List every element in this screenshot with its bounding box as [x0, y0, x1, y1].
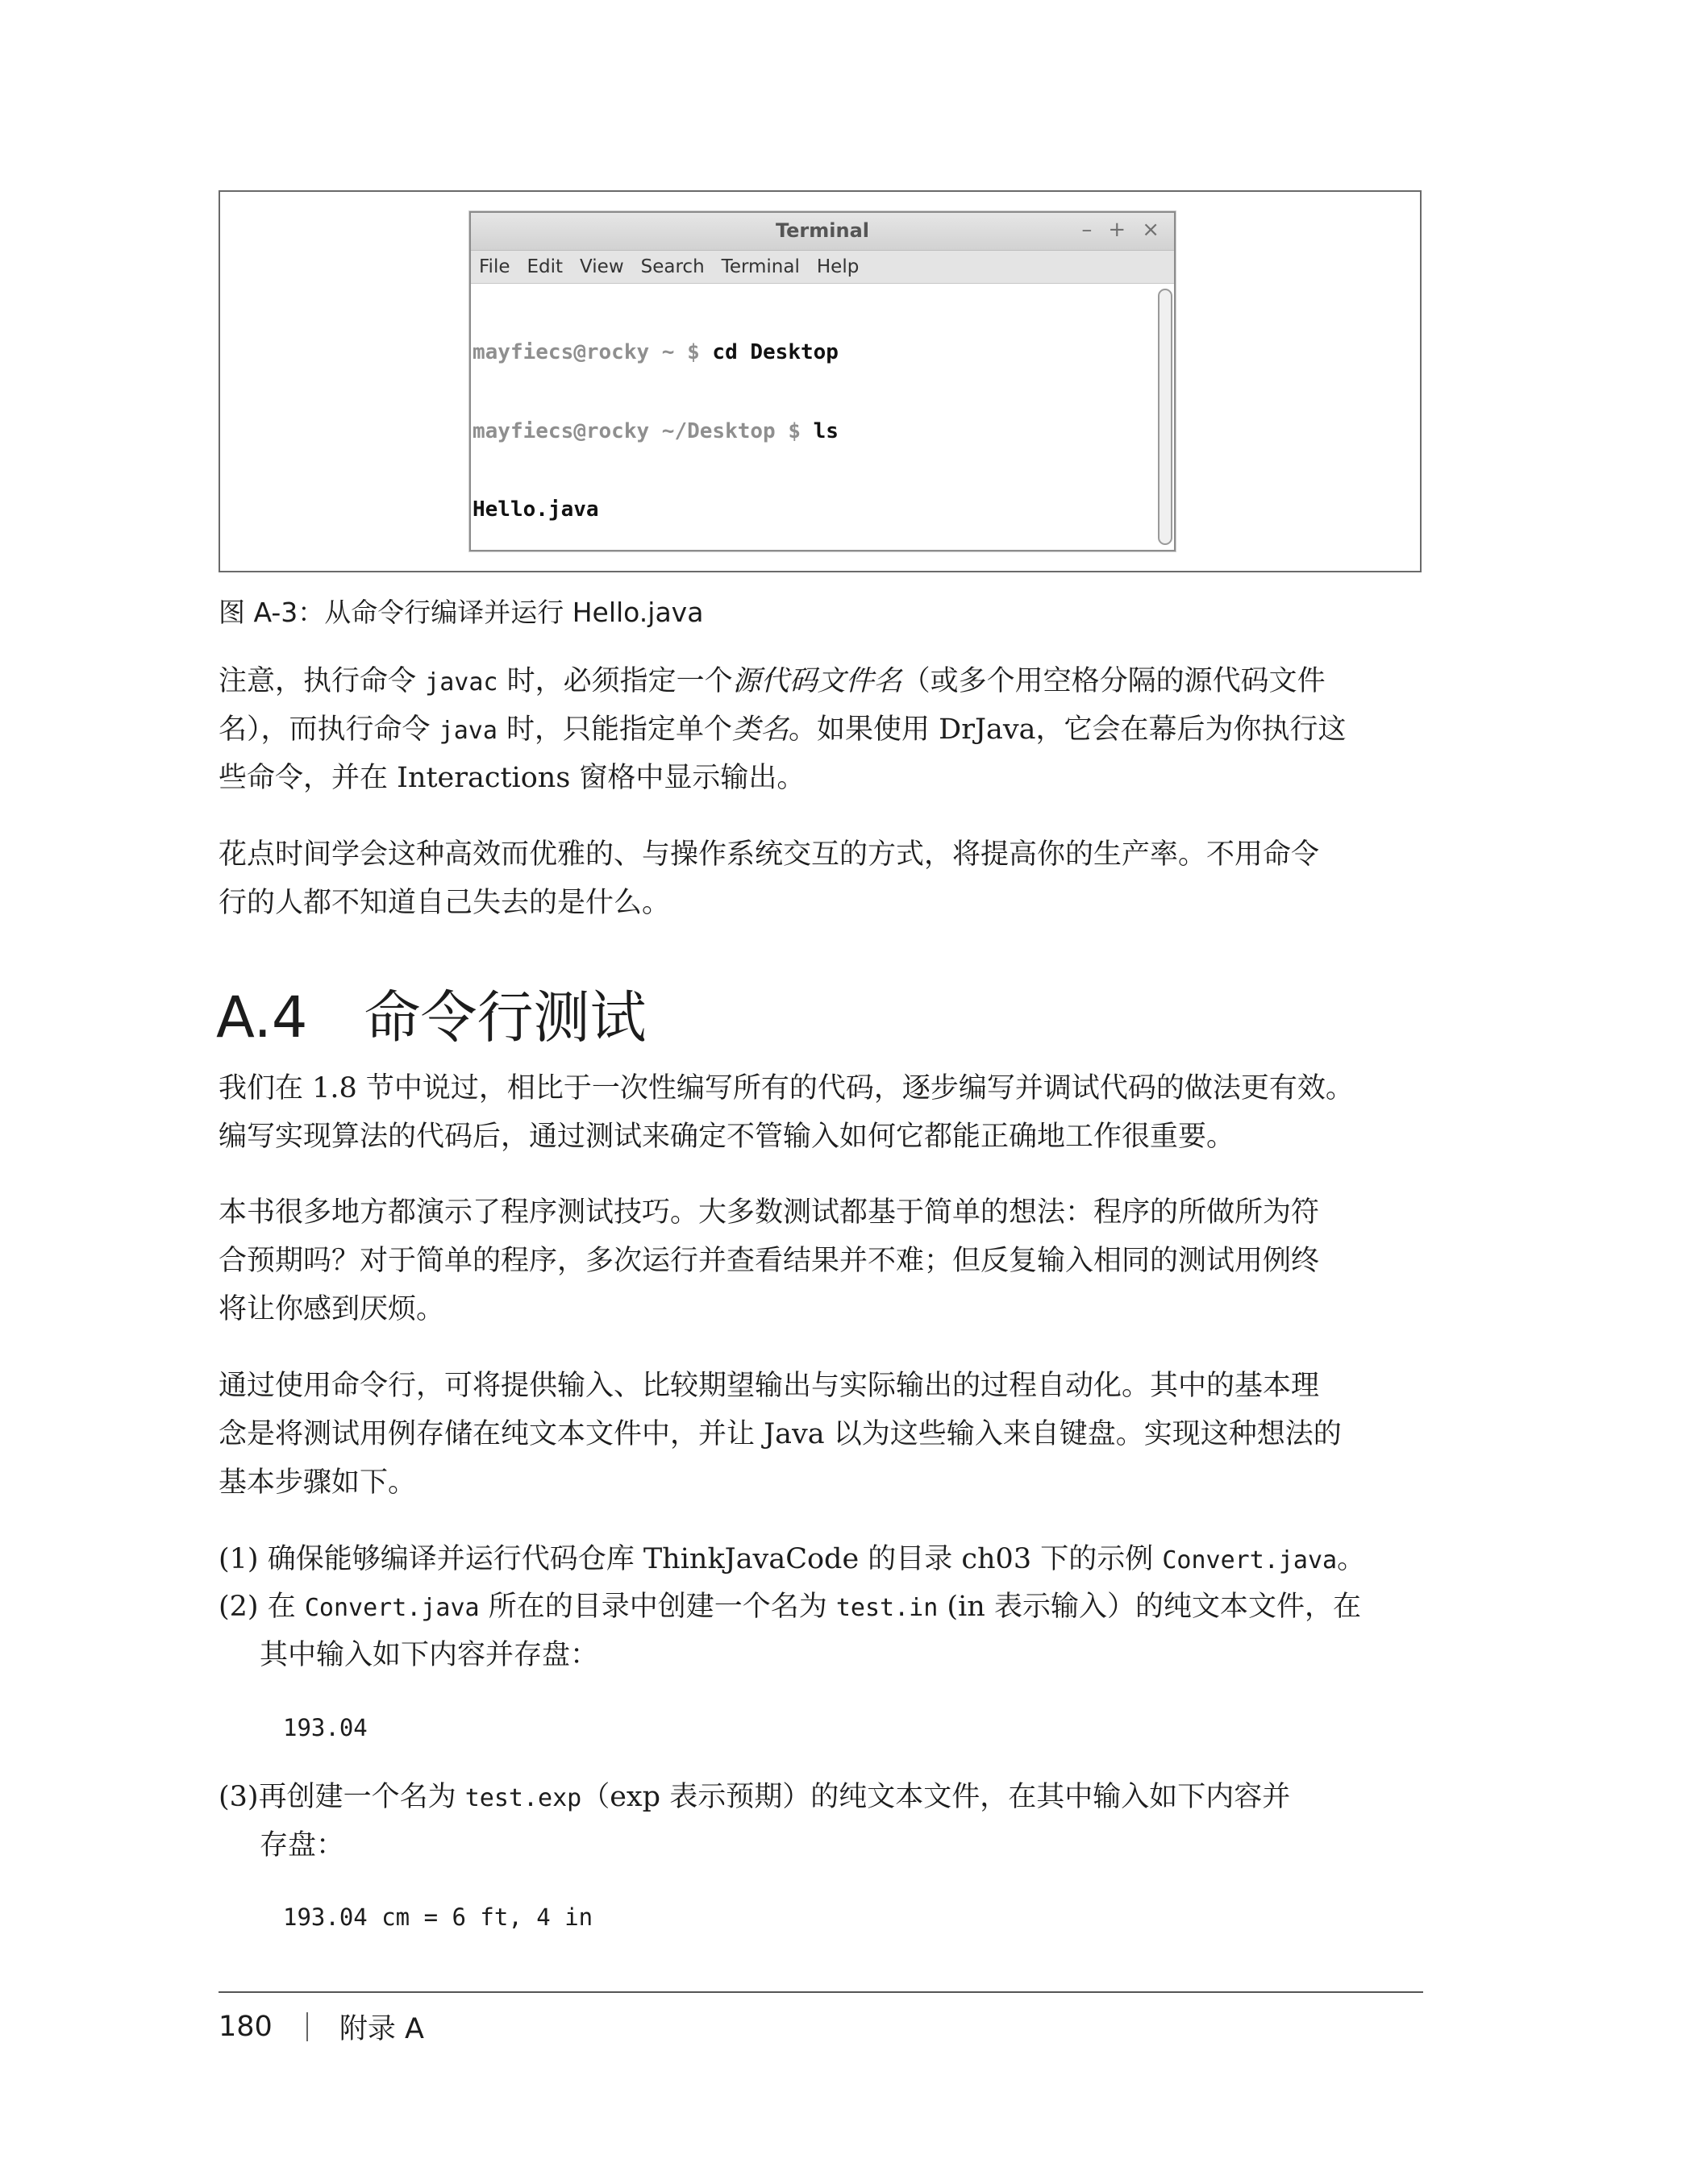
page-footer	[219, 2007, 424, 2047]
text-line: 念是将测试用例存储在纯文本文件中，并让 Java 以为这些输入来自键盘。实现这种想法的	[219, 1418, 1342, 1450]
section-title: 命令行测试	[364, 984, 647, 1050]
figure-caption: 图 A-3：从命令行编译并运行 Hello.java	[219, 597, 704, 628]
code-snippet: 193.04	[283, 1714, 368, 1741]
list-item	[219, 1773, 1423, 1870]
text-line: 注意，执行命令 javac 时，必须指定一个源代码文件名（或多个用空格分隔的源代码文件	[219, 665, 1326, 697]
terminal-window	[469, 211, 1176, 551]
text-line: 些命令，并在 Interactions 窗格中显示输出。	[219, 762, 806, 794]
paragraph-note	[219, 657, 1423, 802]
text-line: 合预期吗？对于简单的程序，多次运行并查看结果并不难；但反复输入相同的测试用例终	[219, 1245, 1320, 1277]
text-line: 其中输入如下内容并存盘：	[260, 1639, 599, 1671]
text-line: 编写实现算法的代码后，通过测试来确定不管输入如何它都能正确地工作很重要。	[219, 1121, 1235, 1153]
footer-rule	[219, 1991, 1423, 1993]
menu-help: Help	[816, 256, 860, 277]
list-item	[219, 1535, 1423, 1583]
terminal-line: Hello.java	[473, 497, 599, 522]
terminal-menubar	[471, 251, 1174, 284]
paragraph-testing	[219, 1188, 1423, 1333]
text-line: 将让你感到厌烦。	[219, 1293, 445, 1325]
text-line: (1) 确保能够编译并运行代码仓库 ThinkJavaCode 的目录 ch03 下的示例 Convert.java。	[219, 1543, 1366, 1575]
minimize-icon: –	[1081, 218, 1093, 242]
menu-edit: Edit	[527, 256, 564, 277]
footer-divider	[306, 2012, 308, 2041]
figure-frame	[219, 190, 1422, 572]
terminal-scrollbar	[1158, 289, 1172, 545]
terminal-title: Terminal	[775, 219, 870, 242]
close-icon: ×	[1142, 218, 1159, 242]
footer-section: 附录 A	[339, 2013, 424, 2045]
text-line: 名），而执行命令 java 时，只能指定单个类名。如果使用 DrJava，它会在幕后为你执行这	[219, 713, 1347, 746]
text-line: 存盘：	[260, 1829, 345, 1862]
text-line: 本书很多地方都演示了程序测试技巧。大多数测试都基于简单的想法：程序的所做所为符	[219, 1196, 1320, 1229]
terminal-titlebar	[471, 213, 1174, 251]
terminal-output	[471, 284, 1153, 550]
maximize-icon: +	[1108, 218, 1126, 242]
paragraph-incremental	[219, 1064, 1423, 1161]
text-line: 行的人都不知道自己失去的是什么。	[219, 887, 671, 919]
text-line: 花点时间学会这种高效而优雅的、与操作系统交互的方式，将提高你的生产率。不用命令	[219, 838, 1320, 871]
paragraph-automation	[219, 1362, 1423, 1507]
menu-search: Search	[640, 256, 705, 277]
menu-view: View	[580, 256, 624, 277]
text-line: 我们在 1.8 节中说过，相比于一次性编写所有的代码，逐步编写并调试代码的做法更有效。	[219, 1072, 1354, 1104]
section-heading	[216, 972, 646, 1054]
terminal-line: mayfiecs@rocky ~/Desktop $ ls	[473, 418, 839, 443]
section-number: A.4	[216, 984, 308, 1050]
list-item	[219, 1583, 1423, 1679]
text-line: 基本步骤如下。	[219, 1466, 417, 1499]
text-line: (3)再创建一个名为 test.exp（exp 表示预期）的纯文本文件，在其中输入如下内容并	[219, 1781, 1291, 1813]
code-snippet: 193.04 cm = 6 ft, 4 in	[283, 1903, 593, 1931]
page-number: 180	[219, 2011, 273, 2043]
text-line: (2) 在 Convert.java 所在的目录中创建一个名为 test.in (in 表示输入）的纯文本文件，在	[219, 1591, 1361, 1623]
paragraph-productivity	[219, 830, 1423, 927]
text-line: 通过使用命令行，可将提供输入、比较期望输出与实际输出的过程自动化。其中的基本理	[219, 1370, 1320, 1402]
terminal-line: mayfiecs@rocky ~ $ cd Desktop	[473, 340, 839, 364]
window-controls	[1081, 218, 1159, 242]
menu-terminal: Terminal	[721, 256, 800, 277]
menu-file: File	[479, 256, 510, 277]
